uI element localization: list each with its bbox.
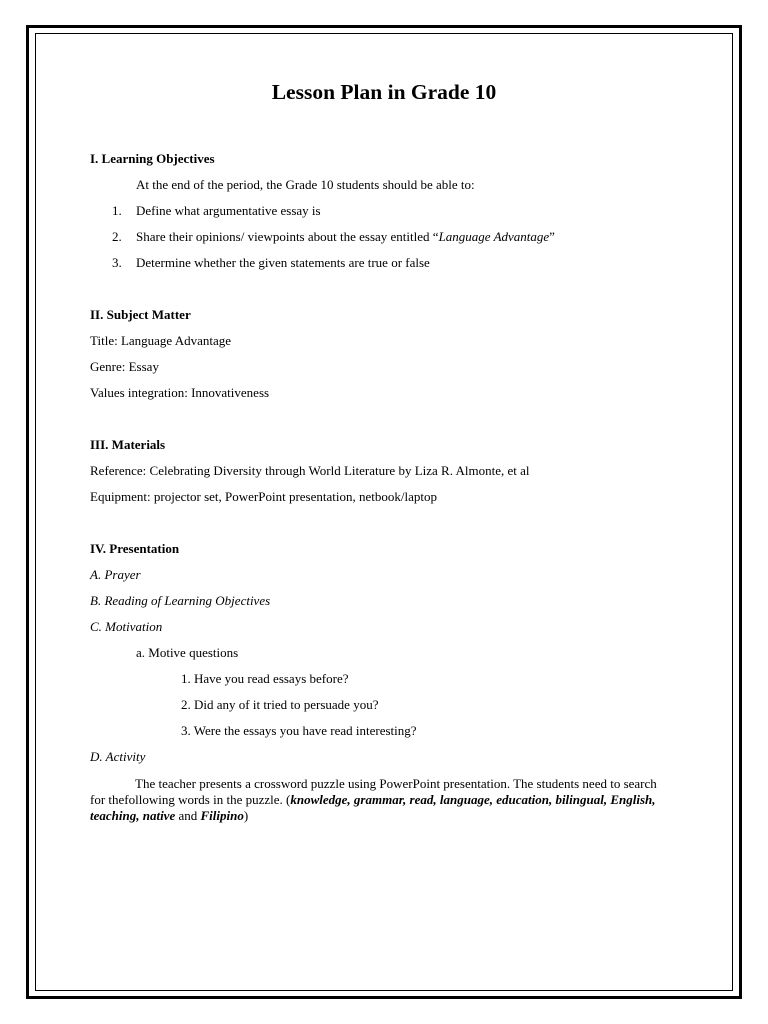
activity-word-list: knowledge, grammar, read, language, education, bilingual, English, teaching, native: [90, 792, 656, 823]
objectives-heading: I. Learning Objectives: [90, 151, 215, 166]
activity-and: and: [175, 808, 201, 823]
presentation-activity: D. Activity: [90, 749, 146, 764]
objective-text: Share their opinions/ viewpoints about the essay entitled “: [136, 229, 439, 244]
activity-close-paren: ): [243, 808, 249, 823]
objective-number: 2.: [112, 229, 122, 244]
materials-reference: Reference: Celebrating Diversity through World Literature by Liza R. Almonte, et al: [90, 463, 530, 478]
presentation-prayer: A. Prayer: [90, 567, 141, 582]
activity-word-filipino: Filipino: [200, 808, 244, 823]
subject-title-line: Title: Language Advantage: [90, 333, 232, 348]
materials-equipment: Equipment: projector set, PowerPoint presentation, netbook/laptop: [90, 489, 437, 504]
subject-values-line: Values integration: Innovativeness: [90, 385, 270, 400]
objective-text: Define what argumentative essay is: [136, 203, 321, 218]
activity-text: The teacher presents a crossword puzzle using PowerPoint presentation. The students need to search for thefollowing words in the puzzle. (: [90, 776, 657, 807]
objectives-intro: At the end of the period, the Grade 10 students should be able to:: [136, 177, 475, 192]
motive-questions-label: a. Motive questions: [136, 645, 239, 660]
subject-genre-line: Genre: Essay: [90, 359, 159, 374]
objective-number: 1.: [112, 203, 122, 218]
presentation-reading-objectives: B. Reading of Learning Objectives: [90, 593, 271, 608]
objective-item-3: [112, 255, 430, 271]
objective-number: 3.: [112, 255, 122, 270]
presentation-motivation: C. Motivation: [90, 619, 163, 634]
motive-question-3: 3. Were the essays you have read interesting?: [181, 723, 417, 738]
presentation-heading: IV. Presentation: [90, 541, 180, 556]
objective-item-1: [112, 203, 321, 219]
activity-paragraph: [90, 776, 658, 824]
objective-text: Determine whether the given statements are true or false: [136, 255, 430, 270]
objective-text-close: ”: [549, 229, 555, 244]
document-title: Lesson Plan in Grade 10: [271, 80, 497, 104]
motive-question-2: 2. Did any of it tried to persuade you?: [181, 697, 379, 712]
subject-heading: II. Subject Matter: [90, 307, 191, 322]
motive-question-1: 1. Have you read essays before?: [181, 671, 349, 686]
objective-item-2: [112, 229, 555, 245]
essay-title-italic: Language Advantage: [438, 229, 550, 244]
materials-heading: III. Materials: [90, 437, 166, 452]
